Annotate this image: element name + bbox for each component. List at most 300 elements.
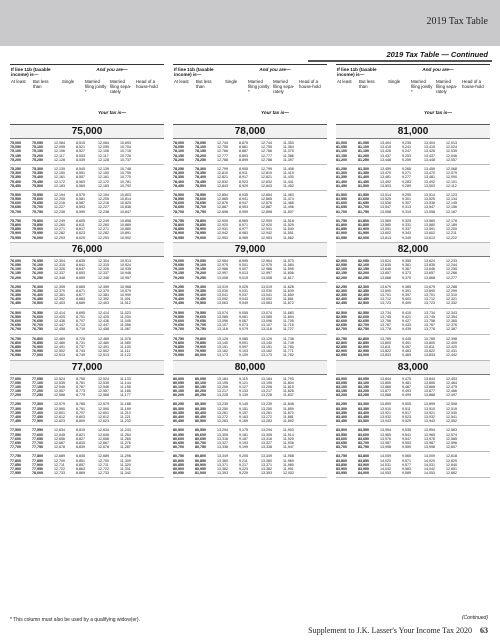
table-cell: 80,650	[195, 436, 206, 441]
table-cell: 8,821	[76, 432, 85, 437]
table-cell: 12,766	[217, 149, 228, 154]
table-cell: 13,349	[261, 454, 272, 459]
table-cell: 13,866	[380, 384, 391, 389]
table-cell: 78,800	[173, 223, 184, 227]
header-hoh: Head of a house-hold	[136, 79, 158, 89]
table-cell: 80,000	[195, 353, 206, 358]
table-cell: 13,140	[217, 340, 228, 345]
table-cell: 11,639	[283, 288, 294, 293]
table-cell: 13,393	[261, 471, 272, 476]
table-cell: 12,711	[98, 462, 109, 467]
table-cell: 9,379	[402, 275, 411, 280]
table-cell: 13,272	[261, 415, 272, 419]
table-cell: 83,550	[358, 428, 369, 433]
table-cell: 79,600	[195, 314, 206, 319]
table-cell: 82,150	[336, 271, 347, 276]
header-single: Single	[388, 79, 401, 84]
table-cell: 8,683	[76, 297, 85, 302]
table-cell: 12,205	[98, 197, 109, 202]
header-but-less-than: But less than	[196, 79, 212, 89]
table-cell: 9,355	[402, 258, 411, 263]
table-cell: 13,217	[261, 389, 272, 394]
table-cell: 11,738	[283, 336, 294, 341]
table-cell: 13,800	[380, 340, 391, 345]
table-cell: 8,989	[239, 235, 248, 240]
table-cell: 77,750	[10, 454, 21, 459]
table-cell: 12,414	[98, 310, 109, 315]
table-cell: 11,166	[120, 389, 131, 394]
table-cell: 13,228	[217, 393, 228, 398]
table-cell: 79,100	[195, 262, 206, 267]
table-cell: 78,050	[195, 141, 206, 145]
table-cell: 13,173	[217, 353, 228, 358]
table-cell: 11,133	[120, 376, 131, 381]
table-cell: 82,300	[336, 288, 347, 293]
table-cell: 13,063	[261, 301, 272, 306]
table-cell: 8,587	[76, 201, 85, 206]
table-cell: 11,265	[120, 436, 131, 441]
header-hoh: Head of a house-hold	[462, 79, 484, 89]
table-cell: 12,310	[446, 293, 457, 298]
footnote: * This column must also be used by a qualifying widow(er).	[10, 617, 140, 623]
table-cell: 11,628	[283, 284, 294, 289]
table-cell: 8,779	[76, 393, 85, 398]
table-cell: 10,814	[120, 197, 131, 202]
table-cell: 75,550	[10, 197, 21, 202]
table-cell: 9,517	[402, 410, 411, 415]
table-cell: 13,602	[380, 231, 391, 236]
table-cell: 11,507	[283, 209, 294, 214]
table-cell: 8,623	[76, 231, 85, 236]
table-cell: 82,600	[358, 314, 369, 319]
table-cell: 8,893	[239, 153, 248, 158]
table-cell: 12,348	[98, 275, 109, 280]
table-cell: 9,487	[402, 384, 411, 389]
table-column	[336, 64, 490, 612]
table-cell: 8,959	[239, 209, 248, 214]
table-cell: 13,591	[424, 227, 435, 232]
header-single: Single	[225, 79, 238, 84]
table-cell: 76,850	[10, 344, 21, 349]
table-cell: 79,300	[173, 288, 184, 293]
table-cell: 82,950	[336, 353, 347, 358]
table-cell: 75,050	[10, 145, 21, 150]
table-cell: 75,350	[10, 175, 21, 180]
table-cell: 13,239	[217, 402, 228, 407]
table-cell: 11,078	[120, 336, 131, 341]
header-at-least: At least	[337, 79, 352, 84]
table-cell: 9,073	[239, 323, 248, 328]
row-group	[10, 283, 164, 309]
table-cell: 12,920	[217, 223, 228, 227]
table-cell: 83,100	[358, 380, 369, 385]
table-cell: 12,629	[446, 458, 457, 463]
table-cell: 12,183	[98, 183, 109, 188]
table-cell: 77,650	[10, 440, 21, 445]
table-cell: 75,000	[10, 141, 21, 145]
table-cell: 12,744	[217, 141, 228, 145]
table-cell: 76,450	[10, 301, 21, 306]
block-title: 82,000	[336, 243, 490, 257]
table-cell: 12,530	[446, 410, 457, 415]
table-cell: 12,222	[446, 235, 457, 240]
table-cell: 78,350	[173, 175, 184, 180]
table-cell: 12,420	[446, 344, 457, 349]
table-cell: 9,547	[402, 436, 411, 441]
table-cell: 81,400	[358, 175, 369, 180]
table-cell: 9,451	[402, 340, 411, 345]
table-cell: 77,300	[10, 406, 21, 411]
table-cell: 8,665	[76, 284, 85, 289]
table-cell: 12,700	[54, 458, 65, 463]
table-cell: 12,282	[54, 231, 65, 236]
table-cell: 75,450	[32, 179, 43, 184]
table-cell: 13,415	[424, 145, 435, 150]
table-cell: 8,923	[239, 179, 248, 184]
table-cell: 12,579	[54, 402, 65, 407]
table-row	[336, 445, 490, 449]
table-cell: 12,480	[54, 340, 65, 345]
table-cell: 80,050	[173, 380, 184, 385]
table-cell: 13,173	[261, 353, 272, 358]
header-mfj: Married filing jointly *	[248, 79, 270, 94]
table-cell: 14,053	[380, 471, 391, 476]
table-cell: 12,035	[446, 149, 457, 154]
row-group	[10, 257, 164, 283]
table-cell: 77,400	[10, 415, 21, 419]
table-cell: 12,123	[446, 192, 457, 197]
table-cell: 12,293	[54, 235, 65, 240]
table-cell: 76,000	[32, 235, 43, 240]
footer-text: Supplement to J.K. Lasser's Your Income Tax 2020	[308, 626, 472, 635]
table-cell: 12,678	[98, 445, 109, 450]
table-cell: 13,569	[424, 218, 435, 223]
table-cell: 75,800	[32, 218, 43, 223]
table-cell: 81,700	[336, 209, 347, 214]
table-cell: 10,935	[120, 267, 131, 272]
table-cell: 13,701	[424, 293, 435, 298]
table-cell: 13,338	[217, 445, 228, 450]
row-group	[336, 426, 490, 452]
table-cell: 80,400	[173, 415, 184, 419]
table-cell: 11,595	[283, 267, 294, 272]
table-cell: 11,177	[120, 393, 131, 398]
table-cell: 8,533	[76, 153, 85, 158]
table-cell: 79,750	[173, 336, 184, 341]
table-cell: 9,139	[239, 393, 248, 398]
table-cell: 9,007	[239, 267, 248, 272]
table-cell: 13,767	[380, 323, 391, 328]
table-cell: 81,850	[336, 227, 347, 232]
table-cell: 76,850	[32, 340, 43, 345]
table-cell: 83,800	[336, 458, 347, 463]
table-cell: 12,909	[217, 218, 228, 223]
table-cell: 12,266	[446, 271, 457, 276]
table-cell: 79,000	[195, 235, 206, 240]
table-cell: 77,200	[10, 393, 21, 398]
table-cell: 80,950	[173, 471, 184, 476]
table-cell: 75,950	[10, 235, 21, 240]
table-cell: 12,519	[446, 406, 457, 411]
table-cell: 8,707	[76, 319, 85, 323]
table-cell: 76,150	[32, 267, 43, 272]
table-cell: 13,327	[217, 440, 228, 445]
table-cell: 8,827	[76, 436, 85, 441]
header-hoh: Head of a house-hold	[299, 79, 321, 89]
block-title: 75,000	[10, 125, 164, 139]
table-cell: 77,500	[10, 428, 21, 433]
table-cell: 13,085	[261, 314, 272, 319]
table-cell: 13,448	[380, 157, 391, 162]
table-cell: 10,704	[120, 145, 131, 150]
table-cell: 76,050	[10, 262, 21, 267]
table-cell: 12,557	[98, 389, 109, 394]
table-cell: 13,052	[261, 297, 272, 302]
table-cell: 78,050	[173, 145, 184, 150]
table-cell: 77,600	[10, 436, 21, 441]
table-cell: 12,541	[446, 415, 457, 419]
table-cell: 83,650	[336, 440, 347, 445]
table-cell: 12,216	[54, 201, 65, 206]
table-cell: 9,097	[239, 344, 248, 349]
table-cell: 8,953	[239, 205, 248, 210]
table-cell: 8,803	[76, 415, 85, 419]
table-cell: 9,397	[402, 293, 411, 298]
table-cell: 8,689	[76, 301, 85, 306]
table-cell: 81,400	[336, 179, 347, 184]
table-cell: 12,354	[446, 314, 457, 319]
table-cell: 12,227	[54, 205, 65, 210]
row-group	[336, 139, 490, 165]
table-cell: 10,902	[120, 235, 131, 240]
table-cell: 12,590	[98, 406, 109, 411]
table-cell: 12,491	[98, 344, 109, 349]
table-cell: 77,850	[10, 462, 21, 467]
table-cell: 12,535	[98, 380, 109, 385]
table-cell: 78,500	[173, 192, 184, 197]
table-cell: 13,745	[380, 314, 391, 319]
table-cell: 11,364	[283, 145, 294, 150]
table-cell: 12,183	[54, 183, 65, 188]
table-cell: 13,349	[217, 454, 228, 459]
table-cell: 83,950	[358, 466, 369, 471]
row-group	[10, 309, 164, 335]
table-cell: 9,529	[402, 419, 411, 424]
header-mfs: Married filing sepa-rately	[436, 79, 458, 94]
table-cell: 75,950	[32, 231, 43, 236]
table-cell: 83,000	[358, 353, 369, 358]
table-cell: 12,458	[54, 327, 65, 332]
table-cell: 76,350	[10, 293, 21, 298]
table-cell: 13,261	[261, 410, 272, 415]
table-cell: 10,913	[120, 258, 131, 263]
table-cell: 10,924	[120, 262, 131, 267]
table-cell: 78,200	[173, 157, 184, 162]
table-cell: 81,650	[336, 205, 347, 210]
table-cell: 11,408	[283, 166, 294, 171]
table-cell: 11,551	[283, 231, 294, 236]
table-cell: 79,300	[195, 284, 206, 289]
row-group	[336, 257, 490, 283]
table-cell: 12,370	[54, 288, 65, 293]
table-cell: 13,789	[380, 336, 391, 341]
table-cell: 12,733	[98, 471, 109, 476]
table-cell: 12,194	[98, 192, 109, 197]
table-cell: 12,095	[98, 145, 109, 150]
table-cell: 10,737	[120, 157, 131, 162]
table-cell: 13,008	[261, 275, 272, 280]
table-cell: 12,563	[446, 428, 457, 433]
table-cell: 83,400	[358, 410, 369, 415]
table-cell: 80,350	[195, 406, 206, 411]
table-cell: 9,109	[239, 353, 248, 358]
table-cell: 12,304	[98, 258, 109, 263]
table-cell: 13,921	[424, 410, 435, 415]
table-cell: 82,900	[336, 349, 347, 354]
table-cell: 79,900	[173, 349, 184, 354]
table-cell: 13,459	[380, 166, 391, 171]
table-cell: 13,437	[424, 153, 435, 158]
table-cell: 13,272	[217, 415, 228, 419]
table-cell: 80,900	[195, 462, 206, 467]
row-group	[10, 426, 164, 452]
table-cell: 75,200	[32, 153, 43, 158]
table-cell: 12,436	[98, 319, 109, 323]
table-cell: 12,249	[98, 218, 109, 223]
table-cell: 9,121	[239, 380, 248, 385]
row-group	[173, 257, 327, 283]
table-cell: 78,750	[173, 218, 184, 223]
table-cell: 76,800	[32, 336, 43, 341]
table-cell: 13,778	[424, 327, 435, 332]
table-cell: 11,199	[120, 406, 131, 411]
table-subtitle: 2019 Tax Table — Continued	[386, 50, 488, 59]
table-cell: 80,050	[195, 376, 206, 381]
table-cell: 78,250	[173, 166, 184, 171]
table-cell: 12,392	[54, 297, 65, 302]
table-cell: 11,397	[283, 157, 294, 162]
table-cell: 12,090	[446, 175, 457, 180]
table-cell: 12,508	[446, 402, 457, 407]
table-cell: 13,514	[424, 192, 435, 197]
table-cell: 12,656	[98, 436, 109, 441]
table-cell: 13,767	[424, 323, 435, 328]
table-cell: 9,541	[402, 432, 411, 437]
table-cell: 9,103	[239, 349, 248, 354]
table-cell: 79,600	[173, 319, 184, 323]
table-row	[10, 327, 164, 331]
table-row	[10, 393, 164, 397]
table-cell: 13,547	[424, 205, 435, 210]
table-cell: 12,821	[261, 175, 272, 180]
table-cell: 13,162	[261, 349, 272, 354]
table-column	[10, 64, 164, 612]
table-cell: 12,601	[98, 410, 109, 415]
block-title: 81,000	[336, 125, 490, 139]
table-cell: 82,000	[358, 235, 369, 240]
table-cell: 13,646	[424, 267, 435, 272]
table-cell: 78,700	[173, 209, 184, 214]
table-cell: 9,439	[402, 327, 411, 332]
tax-table	[10, 64, 490, 612]
table-cell: 75,250	[32, 157, 43, 162]
table-cell: 80,350	[173, 410, 184, 415]
table-cell: 81,550	[336, 197, 347, 202]
table-cell: 80,800	[195, 454, 206, 459]
table-cell: 8,521	[76, 145, 85, 150]
table-cell: 13,745	[424, 314, 435, 319]
table-cell: 81,800	[358, 218, 369, 223]
row-group	[173, 309, 327, 335]
table-cell: 13,657	[424, 271, 435, 276]
table-cell: 13,921	[380, 410, 391, 415]
table-cell: 82,250	[358, 275, 369, 280]
page-number: 63	[480, 626, 488, 635]
table-cell: 12,755	[261, 145, 272, 150]
table-cell: 12,612	[98, 415, 109, 419]
table-cell: 76,650	[32, 319, 43, 323]
table-cell: 13,096	[261, 319, 272, 323]
table-cell: 13,503	[424, 183, 435, 188]
table-cell: 13,393	[217, 471, 228, 476]
table-cell: 11,815	[283, 384, 294, 389]
header-but-less-than: But less than	[33, 79, 49, 89]
table-cell: 12,381	[54, 293, 65, 298]
table-cell: 9,445	[402, 336, 411, 341]
table-cell: 75,200	[10, 157, 21, 162]
table-cell: 12,211	[446, 231, 457, 236]
table-cell: 13,195	[261, 380, 272, 385]
table-cell: 8,905	[239, 166, 248, 171]
table-cell: 76,600	[10, 319, 21, 323]
table-cell: 80,600	[195, 432, 206, 437]
table-cell: 8,755	[76, 376, 85, 381]
table-cell: 8,659	[76, 275, 85, 280]
table-cell: 11,848	[283, 402, 294, 407]
table-cell: 10,957	[120, 275, 131, 280]
table-cell: 12,634	[98, 428, 109, 433]
table-cell: 13,107	[261, 323, 272, 328]
table-cell: 8,593	[76, 205, 85, 210]
table-cell: 9,559	[402, 445, 411, 450]
table-cell: 75,050	[32, 141, 43, 145]
table-cell: 83,250	[358, 393, 369, 398]
table-cell: 12,667	[98, 440, 109, 445]
table-cell: 13,877	[380, 389, 391, 394]
table-cell: 8,563	[76, 179, 85, 184]
table-cell: 12,469	[54, 336, 65, 341]
table-cell: 14,009	[380, 454, 391, 459]
table-cell: 75,300	[32, 166, 43, 171]
table-cell: 9,313	[402, 205, 411, 210]
table-cell: 12,260	[98, 223, 109, 227]
table-cell: 80,400	[195, 410, 206, 415]
table-cell: 12,546	[98, 384, 109, 389]
table-cell: 12,524	[54, 376, 65, 381]
table-cell: 12,117	[98, 153, 109, 158]
table-cell: 11,727	[283, 327, 294, 332]
table-cell: 8,761	[76, 380, 85, 385]
table-cell: 9,337	[402, 227, 411, 232]
header-income-label: If line 11b (taxable income) is—	[11, 67, 51, 78]
table-cell: 11,518	[283, 218, 294, 223]
table-cell: 12,288	[446, 284, 457, 289]
table-cell: 9,253	[402, 153, 411, 158]
table-cell: 75,500	[32, 183, 43, 188]
table-cell: 8,599	[76, 209, 85, 214]
table-cell: 81,600	[358, 197, 369, 202]
table-cell: 76,100	[32, 262, 43, 267]
